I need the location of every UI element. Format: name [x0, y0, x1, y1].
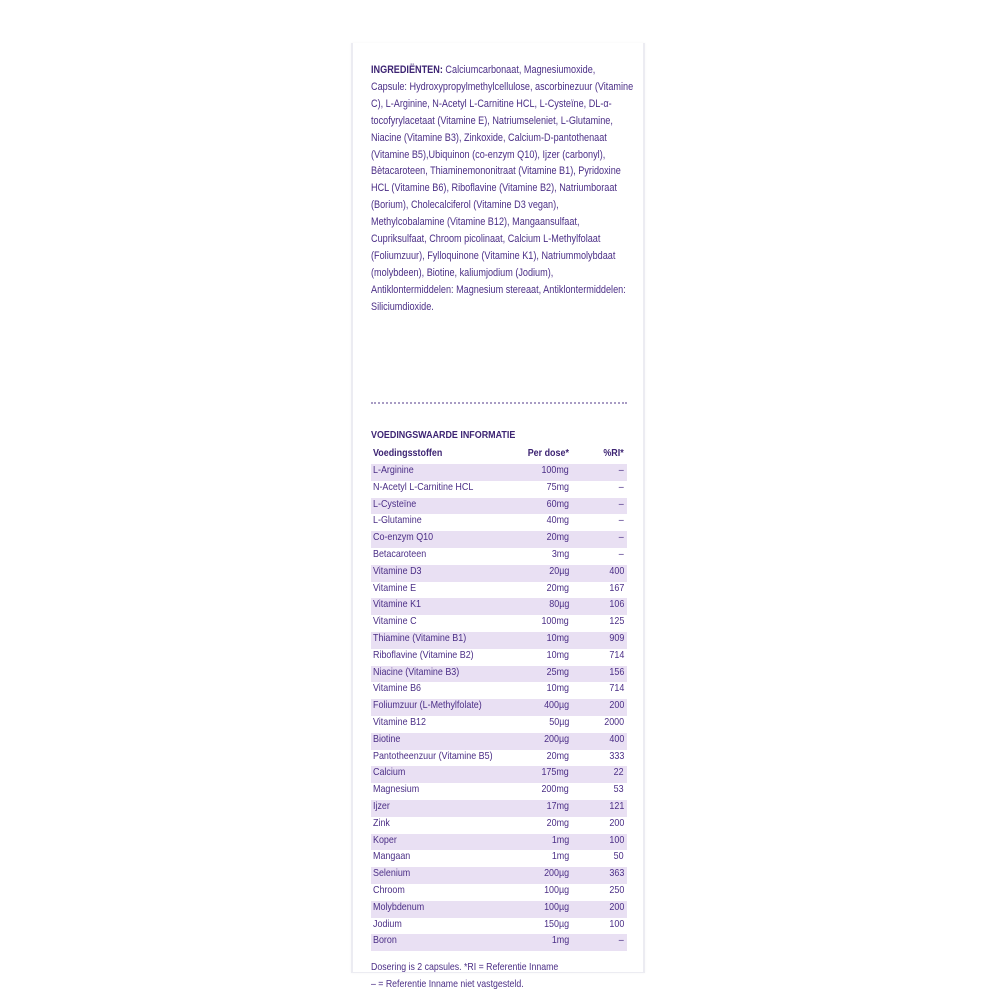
table-row	[371, 598, 627, 615]
table-row	[371, 766, 627, 783]
table-row	[371, 565, 627, 582]
nutrient-name: L-Cysteïne	[373, 498, 417, 510]
nutrition-table	[371, 447, 627, 951]
ri-value: 400	[609, 565, 624, 577]
header-per-dose: Per dose*	[527, 448, 569, 459]
nutrient-name: Molybdenum	[373, 901, 425, 913]
table-row	[371, 716, 627, 733]
per-dose-value: 200µg	[543, 733, 569, 745]
per-dose-value: 100µg	[543, 884, 569, 896]
per-dose-value: 17mg	[546, 800, 569, 812]
ri-value: –	[619, 548, 624, 560]
table-row	[371, 682, 627, 699]
ri-value: 100	[609, 834, 624, 846]
nutrient-name: Biotine	[373, 733, 401, 745]
ri-value: 22	[614, 767, 624, 779]
table-row	[371, 783, 627, 800]
nutrient-name: Vitamine K1	[373, 599, 422, 611]
ri-value: 714	[609, 683, 624, 695]
table-row	[371, 934, 627, 951]
table-row	[371, 666, 627, 683]
per-dose-value: 75mg	[546, 481, 569, 493]
per-dose-value: 20mg	[546, 750, 569, 762]
table-row	[371, 699, 627, 716]
ri-value: 50	[614, 851, 624, 863]
table-row	[371, 834, 627, 851]
per-dose-value: 20mg	[546, 532, 569, 544]
per-dose-value: 175mg	[541, 767, 569, 779]
nutrient-name: L-Arginine	[373, 465, 414, 476]
nutrition-header-row	[371, 447, 627, 464]
ri-value: 125	[609, 616, 624, 628]
ri-value: 100	[609, 918, 624, 930]
table-row	[371, 733, 627, 750]
nutrient-name: Chroom	[373, 884, 405, 896]
table-row	[371, 901, 627, 918]
nutrient-name: Thiamine (Vitamine B1)	[373, 632, 467, 644]
per-dose-value: 10mg	[546, 632, 569, 644]
ri-value: –	[619, 465, 624, 476]
ingredients-label: INGREDIËNTEN:	[371, 64, 443, 76]
nutrient-name: Zink	[373, 817, 390, 829]
ri-value: –	[619, 481, 624, 493]
per-dose-value: 100mg	[541, 616, 569, 628]
table-row	[371, 464, 627, 481]
table-row	[371, 531, 627, 548]
nutrient-name: Pantotheenzuur (Vitamine B5)	[373, 750, 493, 762]
ri-value: 333	[609, 750, 624, 762]
ri-value: 156	[609, 666, 624, 678]
ri-value: 250	[609, 884, 624, 896]
per-dose-value: 100mg	[541, 465, 569, 476]
nutrient-name: Calcium	[373, 767, 406, 779]
table-row	[371, 918, 627, 935]
table-row	[371, 867, 627, 884]
nutrient-name: Mangaan	[373, 851, 411, 863]
table-row	[371, 649, 627, 666]
per-dose-value: 20µg	[548, 565, 569, 577]
header-nutrient: Voedingsstoffen	[373, 448, 443, 459]
table-row	[371, 481, 627, 498]
ri-value: –	[619, 515, 624, 527]
per-dose-value: 200µg	[543, 868, 569, 880]
nutrition-rows	[371, 464, 627, 951]
nutrient-name: Vitamine E	[373, 582, 417, 594]
nutrient-name: Magnesium	[373, 784, 420, 796]
dotted-divider	[371, 402, 627, 404]
per-dose-value: 150µg	[543, 918, 569, 930]
table-row	[371, 514, 627, 531]
per-dose-value: 1mg	[551, 834, 569, 846]
ri-value: 714	[609, 649, 624, 661]
footnote-dosage: Dosering is 2 capsules. *RI = Referentie Inname	[371, 962, 559, 973]
nutrient-name: Koper	[373, 834, 397, 846]
nutrient-name: Betacaroteen	[373, 548, 427, 560]
table-row	[371, 800, 627, 817]
nutrient-name: Ijzer	[373, 800, 390, 812]
table-row	[371, 548, 627, 565]
per-dose-value: 40mg	[546, 515, 569, 527]
ri-value: –	[619, 935, 624, 947]
nutrient-name: Vitamine B12	[373, 716, 426, 728]
nutrient-name: Boron	[373, 935, 397, 947]
table-row	[371, 750, 627, 767]
per-dose-value: 100µg	[543, 901, 569, 913]
header-ri: %RI*	[603, 448, 624, 459]
ri-value: 53	[614, 784, 624, 796]
per-dose-value: 200mg	[541, 784, 569, 796]
nutrient-name: L-Glutamine	[373, 515, 422, 527]
ri-value: 121	[609, 800, 624, 812]
per-dose-value: 1mg	[551, 935, 569, 947]
per-dose-value: 20mg	[546, 582, 569, 594]
nutrient-name: Vitamine C	[373, 616, 417, 628]
per-dose-value: 50µg	[548, 716, 569, 728]
table-row	[371, 632, 627, 649]
per-dose-value: 20mg	[546, 817, 569, 829]
footnote-ri-note: – = Referentie Inname niet vastgesteld.	[371, 978, 524, 990]
ri-value: 363	[609, 868, 624, 880]
per-dose-value: 80µg	[548, 599, 569, 611]
ri-value: 106	[609, 599, 624, 611]
table-row	[371, 615, 627, 632]
ri-value: –	[619, 498, 624, 510]
per-dose-value: 1mg	[551, 851, 569, 863]
ingredients-list: Calciumcarbonaat, Magnesiumoxide, Capsule: Hydroxypropylmethylcellulose, ascorbinezuur (Vitamine C), L-Arginine, N-Acetyl L-Carnitine HCL, L-Cysteïne, DL-α-tocofyrylacetaat (Vitamine E), Natriumseleniet, L-Glutamine, Niacine (Vitamine B3), Zinkoxide, Calcium-D-pantothenaat (Vitamine B5),Ubiquinon (co-enzym Q10), Ijzer (carbonyl), Bètacaroteen, Thiaminemononitraat (Vitamine B1), Pyridoxine HCL (Vitamine B6), Riboflavine (Vitamine B2), Natriumboraat (Borium), Cholecalciferol (Vitamine D3 vegan), Methylcobalamine (Vitamine B12), Mangaansulfaat, Cupriksulfaat, Chroom picolinaat, Calcium L-Methylfolaat (Foliumzuur), Fylloquinone (Vitamine K1), Natriummolybdaat (molybdeen), Biotine, kaliumjodium (Jodium), Antiklontermiddelen: Magnesium stereaat, Antiklontermiddelen: Siliciumdioxide.	[371, 64, 634, 313]
nutrient-name: Vitamine D3	[373, 565, 422, 577]
ri-value: 400	[609, 733, 624, 745]
per-dose-value: 3mg	[551, 548, 569, 560]
nutrient-name: Jodium	[373, 918, 402, 930]
ri-value: 909	[609, 632, 624, 644]
per-dose-value: 400µg	[543, 700, 569, 712]
ingredients-text	[371, 62, 633, 316]
table-row	[371, 850, 627, 867]
table-row	[371, 817, 627, 834]
per-dose-value: 25mg	[546, 666, 569, 678]
ri-value: 200	[609, 700, 624, 712]
ri-value: 200	[609, 817, 624, 829]
ri-value: –	[619, 532, 624, 544]
table-row	[371, 582, 627, 599]
nutrient-name: Co-enzym Q10	[373, 532, 434, 544]
per-dose-value: 10mg	[546, 649, 569, 661]
per-dose-value: 60mg	[546, 498, 569, 510]
ri-value: 200	[609, 901, 624, 913]
ri-value: 2000	[604, 716, 624, 728]
product-label-panel	[351, 43, 645, 990]
table-row	[371, 884, 627, 901]
footnote	[371, 960, 629, 993]
nutrient-name: Vitamine B6	[373, 683, 422, 695]
table-row	[371, 498, 627, 515]
nutrition-title: VOEDINGSWAARDE INFORMATIE	[371, 430, 516, 441]
nutrient-name: Foliumzuur (L-Methylfolate)	[373, 700, 482, 712]
ri-value: 167	[609, 582, 624, 594]
per-dose-value: 10mg	[546, 683, 569, 695]
nutrient-name: Selenium	[373, 868, 411, 880]
nutrient-name: Riboflavine (Vitamine B2)	[373, 649, 474, 661]
nutrient-name: Niacine (Vitamine B3)	[373, 666, 460, 678]
nutrient-name: N-Acetyl L-Carnitine HCL	[373, 481, 474, 493]
